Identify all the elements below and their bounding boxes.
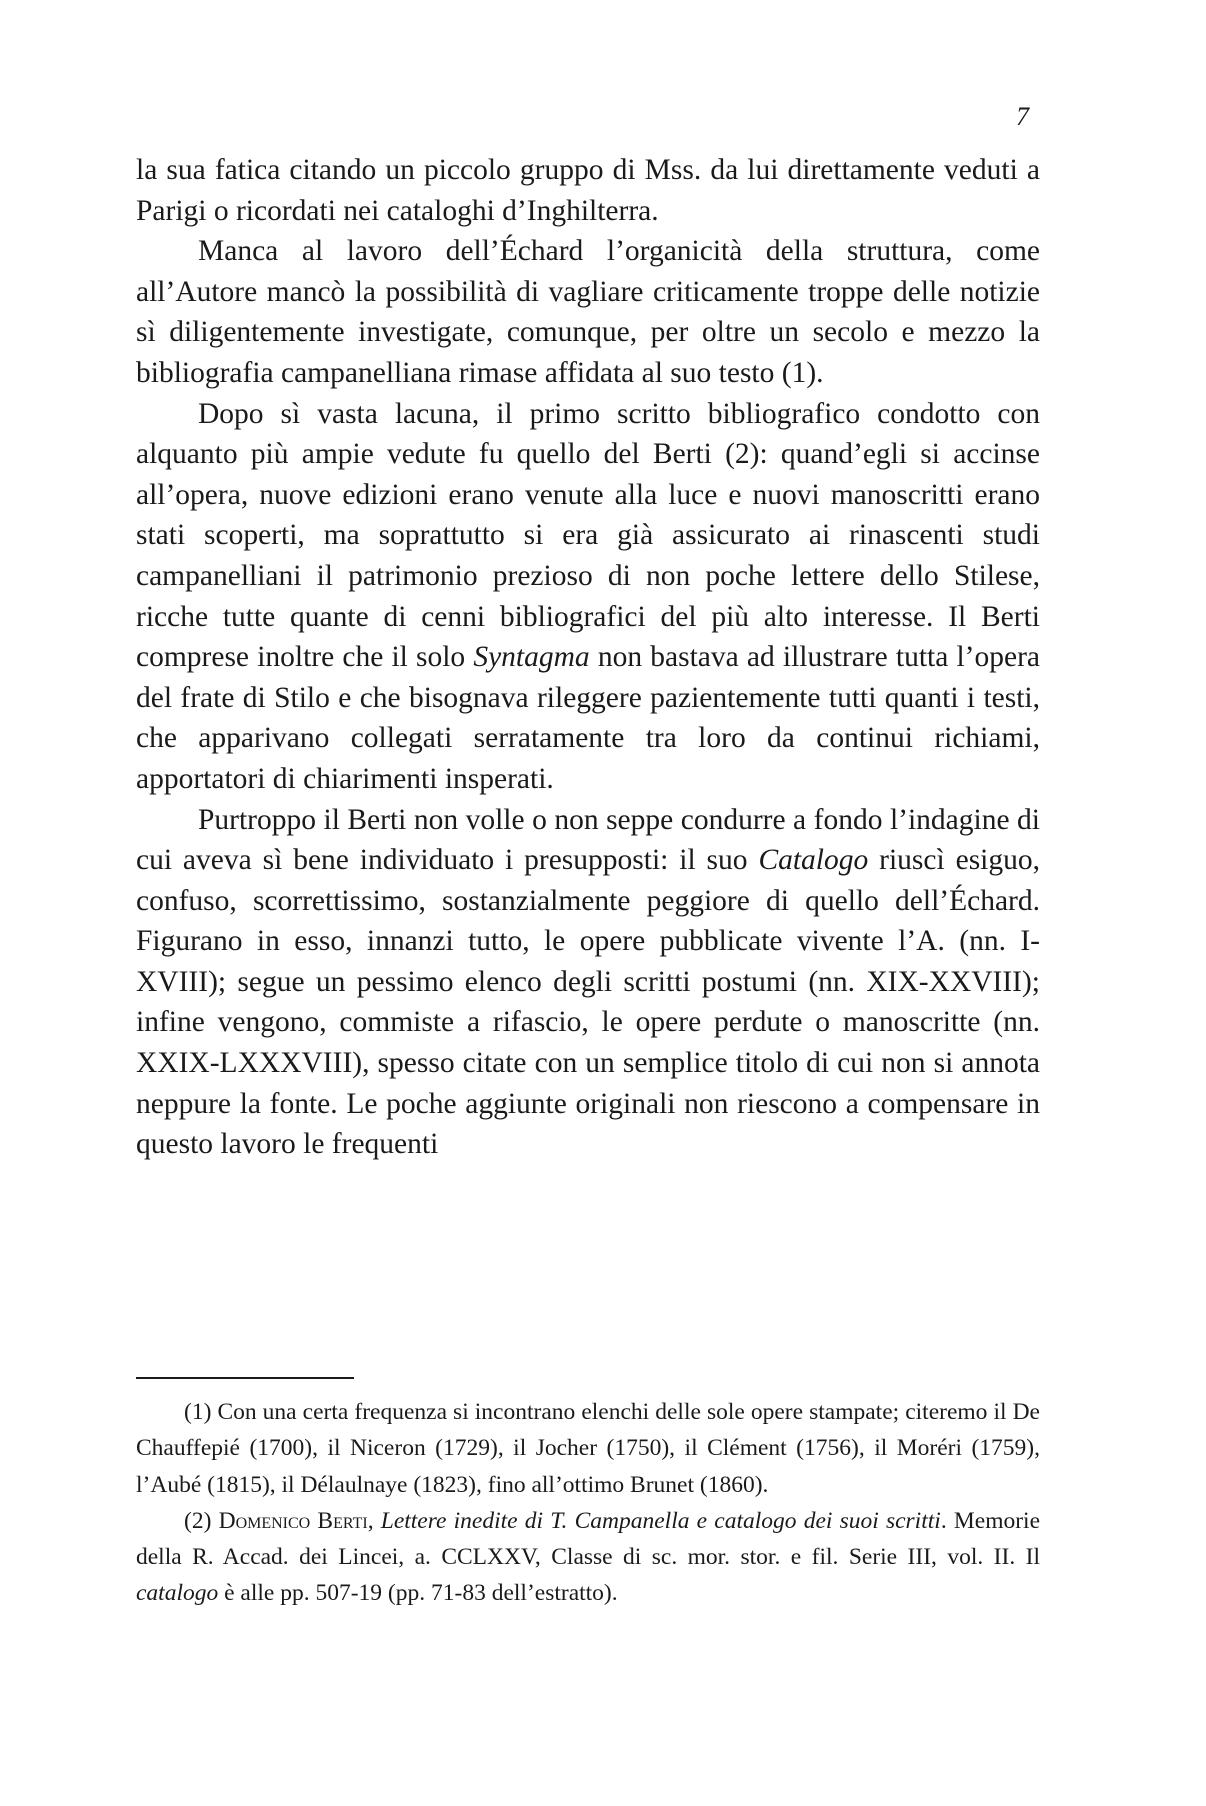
page-number: 7	[1016, 102, 1029, 131]
italic-title: Catalogo	[758, 844, 869, 877]
text-run: . Memorie della R. Accad. dei Lincei, a. CCLXXV, Classe di sc. mor. stor. e fil. Serie III, vol. II. Il	[136, 1507, 1041, 1571]
text-run: (1) Con una certa frequenza si incontrano elenchi delle sole opere stampate; citeremo il De Chauffepié (1700), il Niceron (1729), il Jocher (1750), il Clément (1756), il Moréri (1759), l’Aubé (1815), il Délaulnaye (1823), fino all’ottimo Brunet (1860).	[136, 1399, 1040, 1498]
footnote-divider	[136, 1377, 354, 1379]
text-run: è alle pp. 507-19 (pp. 71-83 dell’estratto).	[218, 1580, 618, 1607]
paragraph	[136, 150, 1040, 231]
italic-title: Lettere inedite di T. Campanella e catalogo dei suoi scritti	[380, 1507, 941, 1534]
text-run: ,	[367, 1507, 381, 1534]
text-run: (2)	[184, 1507, 219, 1534]
footnote	[136, 1503, 1040, 1612]
text-run: Manca al lavoro dell’Échard l’organicità della struttura, come all’Autore mancò la possibilità di vagliare criticamente troppe delle notizie sì diligentemente investigate, comunque, per oltre un secolo e mezzo la bibliografia campanelliana rimase affidata al suo testo (1).	[136, 235, 1040, 389]
author-name: Domenico Berti	[218, 1507, 368, 1534]
text-run: non bastava ad illustrare tutta l’opera del frate di Stilo e che bisognava rileggere pazientemente tutti quanti i testi, che apparivano collegati serratamente tra loro da continui richiami, apportatori di chiarimenti insperati.	[136, 641, 1040, 795]
paragraph	[136, 394, 1040, 800]
footnotes	[136, 1394, 1040, 1612]
italic-title: Syntagma	[473, 641, 590, 674]
italic-title: catalogo	[136, 1580, 219, 1607]
paragraph	[136, 800, 1040, 1165]
paragraph	[136, 231, 1040, 393]
text-run: la sua fatica citando un piccolo gruppo di Mss. da lui direttamente veduti a Parigi o ricordati nei cataloghi d’Inghilterra.	[136, 154, 1040, 227]
text-run: riuscì esiguo, confuso, scorrettissimo, sostanzialmente peggiore di quello dell’Échard. Figurano in esso, innanzi tutto, le opere pubblicate vivente l’A. (nn. I-XVIII); segue un pessimo elenco degli scritti postumi (nn. XIX-XXVIII); infine vengono, commiste a rifascio, le opere perdute o manoscritte (nn. XXIX-LXXXVIII), spesso citate con un semplice titolo di cui non si annota neppure la fonte. Le poche aggiunte originali non riescono a compensare in questo lavoro le frequenti	[136, 844, 1040, 1161]
main-text	[136, 150, 1040, 1165]
text-run: Purtroppo il Berti non volle o non seppe condurre a fondo l’indagine di cui aveva sì bene individuato i presupposti: il suo	[136, 803, 1040, 877]
text-run: Dopo sì vasta lacuna, il primo scritto bibliografico condotto con alquanto più ampie vedute fu quello del Berti (2): quand’egli si accinse all’opera, nuove edizioni erano venute alla luce e nuovi manoscritti erano stati scoperti, ma soprattutto si era già assicurato ai rinascenti studi campanelliani il patrimonio prezioso di non poche lettere dello Stilese, ricche tutte quante di cenni bibliografici del più alto interesse. Il Berti comprese inoltre che il solo	[136, 397, 1040, 674]
footnote	[136, 1394, 1040, 1503]
